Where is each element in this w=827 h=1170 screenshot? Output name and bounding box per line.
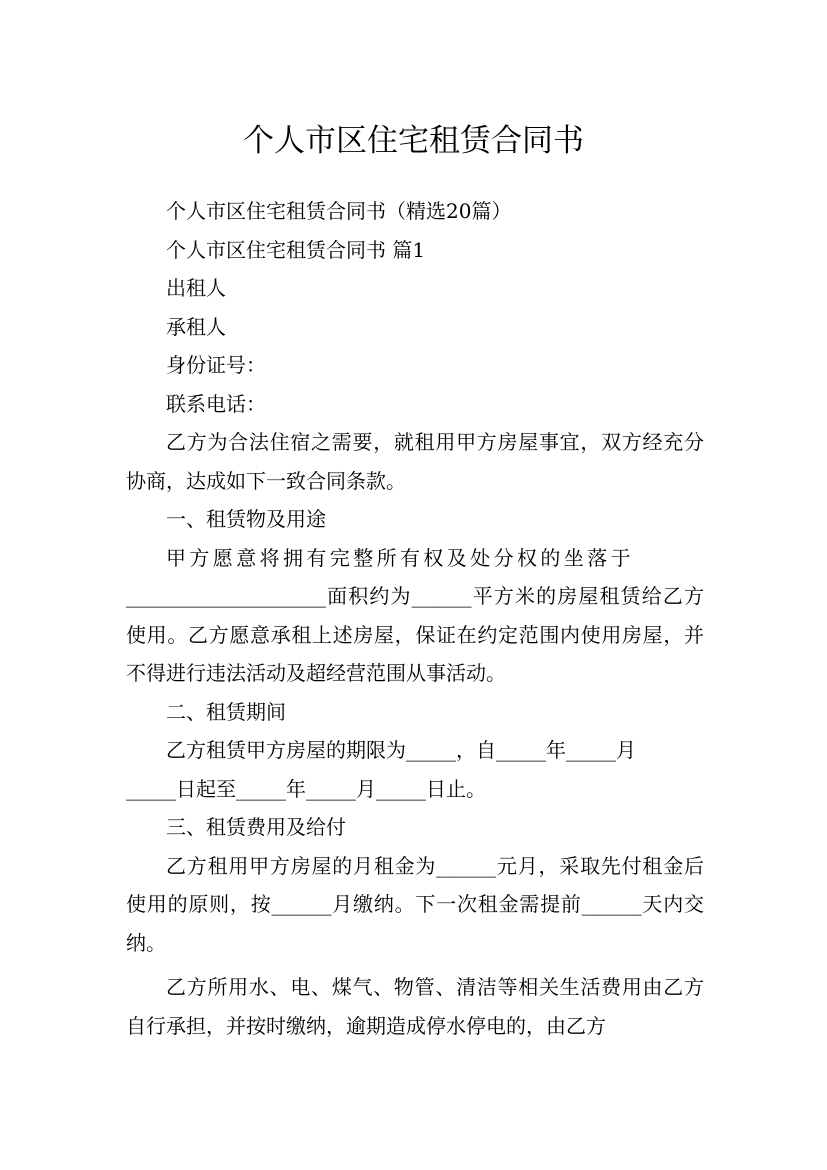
section-heading-1: 一、租赁物及用途 (166, 507, 326, 531)
utilities-paragraph: 乙方所用水、电、煤气、物管、清洁等相关生活费用由乙方自行承担，并按时缴纳，逾期造成停水停电的，由乙方 (126, 975, 704, 1038)
property-area-paragraph: ____________________面积约为______平方米的房屋租赁给乙方使用。乙方愿意承租上述房屋，保证在约定范围内使用房屋，并不得进行违法活动及超经营范围从事活动。 (126, 584, 704, 685)
section-heading-3: 三、租赁费用及给付 (166, 815, 346, 839)
lease-term-dates-line: _____日起至_____年_____月_____日止。 (126, 776, 486, 801)
lessor-label: 出租人 (166, 276, 226, 300)
preamble-paragraph: 乙方为合法住宿之需要，就租用甲方房屋事宜，双方经充分协商，达成如下一致合同条款。 (126, 430, 704, 493)
property-location-line: 甲方愿意将拥有完整所有权及处分权的坐落于 (166, 545, 634, 570)
document-title: 个人市区住宅租赁合同书 (243, 122, 584, 159)
id-number-label: 身份证号： (166, 353, 266, 377)
phone-label: 联系电话： (166, 391, 266, 416)
subtitle-article-1: 个人市区住宅租赁合同书 篇1 (166, 237, 426, 262)
section-heading-2: 二、租赁期间 (166, 699, 286, 724)
lessee-label: 承租人 (166, 314, 226, 339)
document-body (126, 192, 704, 1045)
lease-term-line: 乙方租赁甲方房屋的期限为_____，自_____年_____月 (166, 738, 636, 762)
subtitle-selection: 个人市区住宅租赁合同书（精选20篇） (166, 199, 512, 223)
rent-payment-paragraph: 乙方租用甲方房屋的月租金为______元月，采取先付租金后使用的原则，按______月缴纳。下一次租金需提前______天内交纳。 (126, 853, 704, 955)
